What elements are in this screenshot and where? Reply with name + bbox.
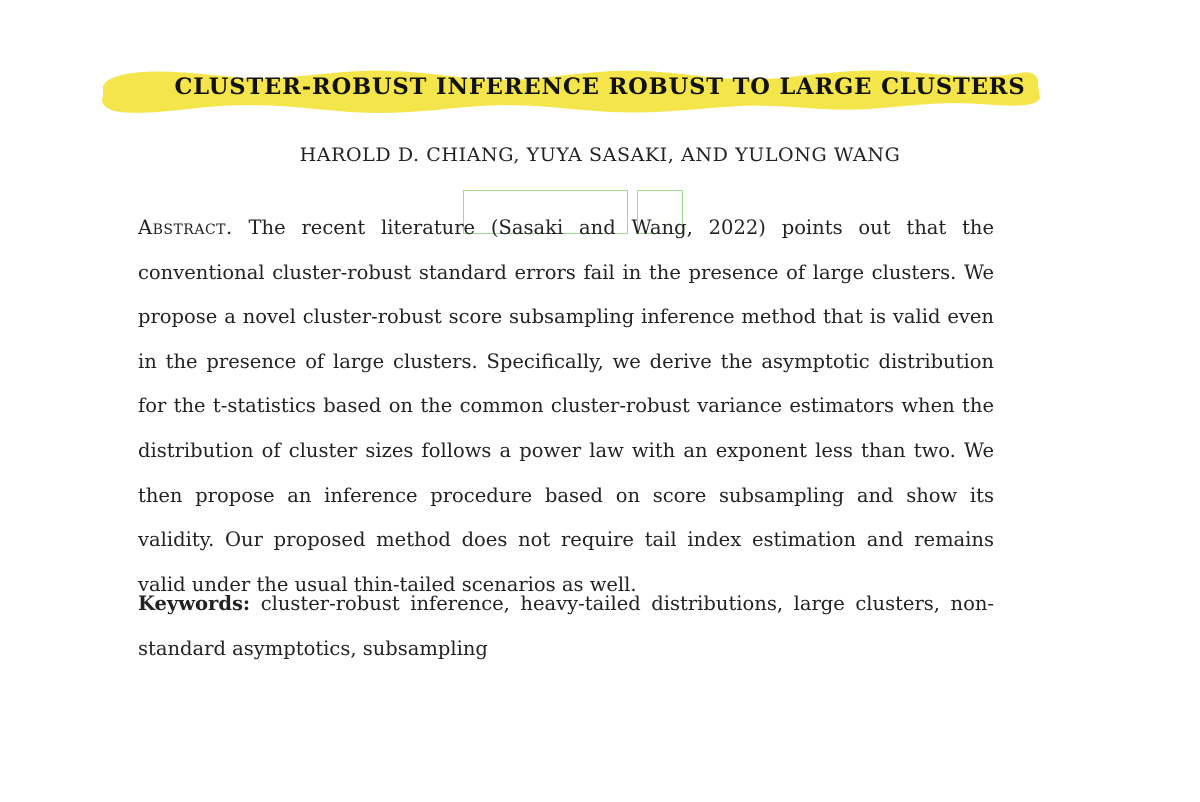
keywords	[138, 582, 994, 671]
abstract-text-intro: The recent literature (	[232, 216, 499, 239]
keywords-label: Keywords:	[138, 592, 251, 615]
abstract-label: Abstract.	[138, 216, 233, 239]
title-block	[0, 60, 1200, 124]
citation-separator: ,	[686, 216, 709, 239]
abstract-text-body: ) points out that the conventional cluster-robust standard errors fail in the presence of large clusters. We propose a novel cluster-robust score subsampling inference method that is valid even in the presence of large clusters. Specifically, we derive the asymptotic distribution for the t-statistics based on the common cluster-robust variance estimators when the distribution of cluster sizes follows a power law with an exponent less than two. We then propose an inference procedure based on score subsampling and show its validity. Our proposed method does not require tail index estimation and remains valid under the usual thin-tailed scenarios as well.	[138, 216, 995, 596]
author-list: HAROLD D. CHIANG, YUYA SASAKI, AND YULONG WANG	[299, 144, 901, 166]
abstract	[138, 206, 994, 607]
paper-title: CLUSTER-ROBUST INFERENCE ROBUST TO LARGE CLUSTERS	[174, 74, 1026, 100]
keywords-text: cluster-robust inference, heavy-tailed distributions, large clusters, non-standard asymptotics, subsampling	[138, 592, 994, 660]
citation-link-authors[interactable]: Sasaki and Wang	[498, 216, 687, 239]
citation-link-year[interactable]: 2022	[708, 216, 759, 239]
